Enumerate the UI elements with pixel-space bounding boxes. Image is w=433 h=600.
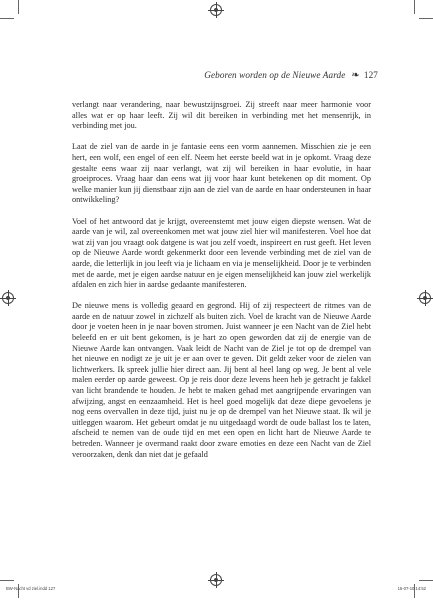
crop-mark xyxy=(0,18,14,19)
crop-mark xyxy=(419,18,433,19)
paragraph: De nieuwe mens is volledig geaard en gegrond. Hij of zij respecteert de ritmes van de aarde en de natuur zowel in zichzelf als buiten zich. Voel de kracht van de Nieuwe Aarde door je voeten heen in je naar boven stromen. Juist wanneer je een Nacht van de Ziel hebt beleefd en er uit bent gekomen, is je hart zo open geworden dat zij de energie van de Nieuwe Aarde kan ontvangen. Vaak leidt de Nacht van de Ziel je tot op de drempel van het nieuwe en nodigt ze je uit je er aan over te geven. Dit geldt zeker voor de zielen van lichtwerkers. Ik spreek jullie hier direct aan. Jij bent al heel lang op weg. Je bent al vele malen eerder op aarde geweest. Op je reis door deze levens heen heb je getracht je fakkel van licht brandende te houden. Je hebt te maken gehad met aangrijpende ervaringen van afwijzing, angst en eenzaamheid. Het is heel goed mogelijk dat deze diepe gevoelens je nog eens overvallen in deze tijd, juist nu je op de drempel van het Nieuwe staat. Ik wil je uitleggen waarom. Het gebeurt omdat je nu uitgedaagd wordt de oude ballast los te laten, afscheid te nemen van de oude tijd en met een open en licht hart de Nieuwe Aarde te betreden. Wanneer je overmand raakt door zware emoties en deze een Nacht van de Ziel veroorzaken, denk dan niet dat je gefaald xyxy=(72,301,371,459)
crop-mark xyxy=(0,580,14,581)
crop-mark xyxy=(419,580,433,581)
slug-timestamp: 15-07-10 14:52 xyxy=(397,586,426,591)
registration-mark-right xyxy=(419,292,431,304)
running-header-title: Geboren worden op de Nieuwe Aarde xyxy=(204,70,346,80)
slug-filename: BW-Nacht vd ziel.indd 127 xyxy=(6,586,56,591)
page-number: 127 xyxy=(363,70,378,80)
registration-mark-top xyxy=(210,4,222,16)
running-header xyxy=(60,70,378,81)
leaf-ornament-icon: ❧ xyxy=(351,70,360,81)
paragraph: Laat de ziel van de aarde in je fantasie eens een vorm aannemen. Misschien zie je een hert, een wolf, een engel of een elf. Neem het eerste beeld wat in je opkomt. Vraag deze gestalte eens waar zij naar verlangt, wat zij wil bereiken in haar evolutie, in haar groeiproces. Vraag haar dan eens wat jij voor haar kunt betekenen op dit moment. Op welke manier kun jij dienstbaar zijn aan de ziel van de aarde en haar ondersteunen in haar ontwikkeling? xyxy=(72,142,371,205)
print-slug xyxy=(6,586,426,594)
body-text xyxy=(72,100,371,460)
paragraph: Voel of het antwoord dat je krijgt, overeenstemt met jouw eigen diepste wensen. Wat de aarde van je wil, zal overeenkomen met wat jouw ziel hier wil manifesteren. Voel hoe dat wat zij van jou vraagt ook datgene is wat jou zelf voedt, inspireert en rust geeft. Het leven op de Nieuwe Aarde wordt gekenmerkt door een levende verbinding met de ziel van de aarde, die letterlijk in jou leeft via je lichaam en via je menselijkheid. Door je te verbinden met de aarde, met je eigen aardse natuur en je eigen menselijkheid kan jouw ziel werkelijk afdalen en zich hier in aardse gedaante manifesteren. xyxy=(72,216,371,290)
paragraph: verlangt naar verandering, naar bewustzijnsgroei. Zij streeft naar meer harmonie voor alles wat er op haar leeft. Zij wil dit bereiken in verbinding met het mensenrijk, in verbinding met jou. xyxy=(72,100,371,131)
crop-mark xyxy=(18,0,19,14)
crop-mark xyxy=(414,0,415,14)
registration-mark-bottom xyxy=(210,574,222,586)
registration-mark-left xyxy=(2,292,14,304)
